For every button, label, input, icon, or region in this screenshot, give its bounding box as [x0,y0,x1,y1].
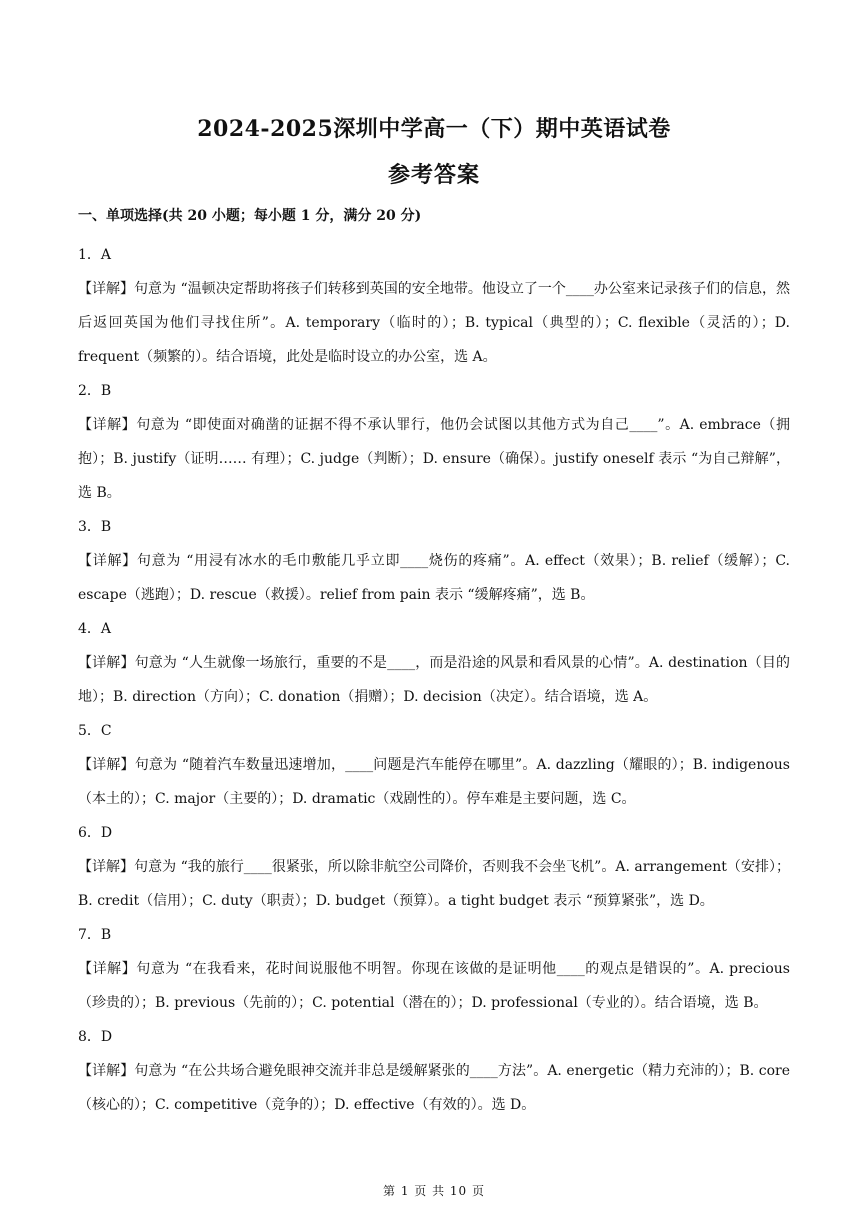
page-title: 2024-2025深圳中学高一（下）期中英语试卷 [197,116,671,142]
question-number: 6．D [78,825,113,841]
question-number: 1．A [78,247,112,263]
question-detail: 【详解】句意为 “在我看来，花时间说服他不明智。你现在该做的是证明他____的观点是错误的”。A. precious（珍贵的）；B. previous（先前的）；C. potential（潜在的）；D. professional（专业的）。结合语境，选 B。 [78,961,790,1011]
question-detail: 【详解】句意为 “人生就像一场旅行，重要的不是____，而是沿途的风景和看风景的心情”。A. destination（目的地）；B. direction（方向）；C. donation（捐赠）；D. decision（决定）。结合语境，选 A。 [78,655,790,705]
question-detail: 【详解】句意为 “温顿决定帮助将孩子们转移到英国的安全地带。他设立了一个____办公室来记录孩子们的信息，然后返回英国为他们寻找住所”。A. temporary（临时的）；B. typical（典型的）；C. flexible（灵活的）；D. frequent（频繁的）。结合语境，此处是临时设立的办公室，选 A。 [78,281,790,365]
question-detail: 【详解】句意为 “随着汽车数量迅速增加，____问题是汽车能停在哪里”。A. dazzling（耀眼的）；B. indigenous（本土的）；C. major（主要的）；D. dramatic（戏剧性的）。停车难是主要问题，选 C。 [78,757,790,807]
answer-list [78,238,790,1122]
question-detail: 【详解】句意为 “在公共场合避免眼神交流并非总是缓解紧张的____方法”。A. energetic（精力充沛的）；B. core（核心的）；C. competitive（竞争的）；D. effective（有效的）。选 D。 [78,1063,790,1113]
question-number: 5．C [78,723,112,739]
question-detail: 【详解】句意为 “即使面对确凿的证据不得不承认罪行，他仍会试图以其他方式为自己____”。A. embrace（拥抱）；B. justify（证明…… 有理）；C. judge（判断）；D. ensure（确保）。justify oneself 表示 “为自己辩解”，选 B。 [78,417,790,501]
question-number: 8．D [78,1029,113,1045]
question-number: 2．B [78,383,112,399]
page-subtitle: 参考答案 [387,162,480,188]
page-footer: 第 1 页 共 10 页 [383,1184,485,1198]
section-heading: 一、单项选择(共 20 小题；每小题 1 分，满分 20 分) [78,208,422,224]
question-detail: 【详解】句意为 “用浸有冰水的毛巾敷能几乎立即____烧伤的疼痛”。A. effect（效果）；B. relief（缓解）；C. escape（逃跑）；D. rescue（救援）。relief from pain 表示 “缓解疼痛”，选 B。 [78,553,790,603]
question-number: 7．B [78,927,112,943]
question-number: 3．B [78,519,112,535]
question-detail: 【详解】句意为 “我的旅行____很紧张，所以除非航空公司降价，否则我不会坐飞机”。A. arrangement（安排）；B. credit（信用）；C. duty（职责）；D. budget（预算）。a tight budget 表示 “预算紧张”，选 D。 [78,859,790,909]
question-number: 4．A [78,621,112,637]
